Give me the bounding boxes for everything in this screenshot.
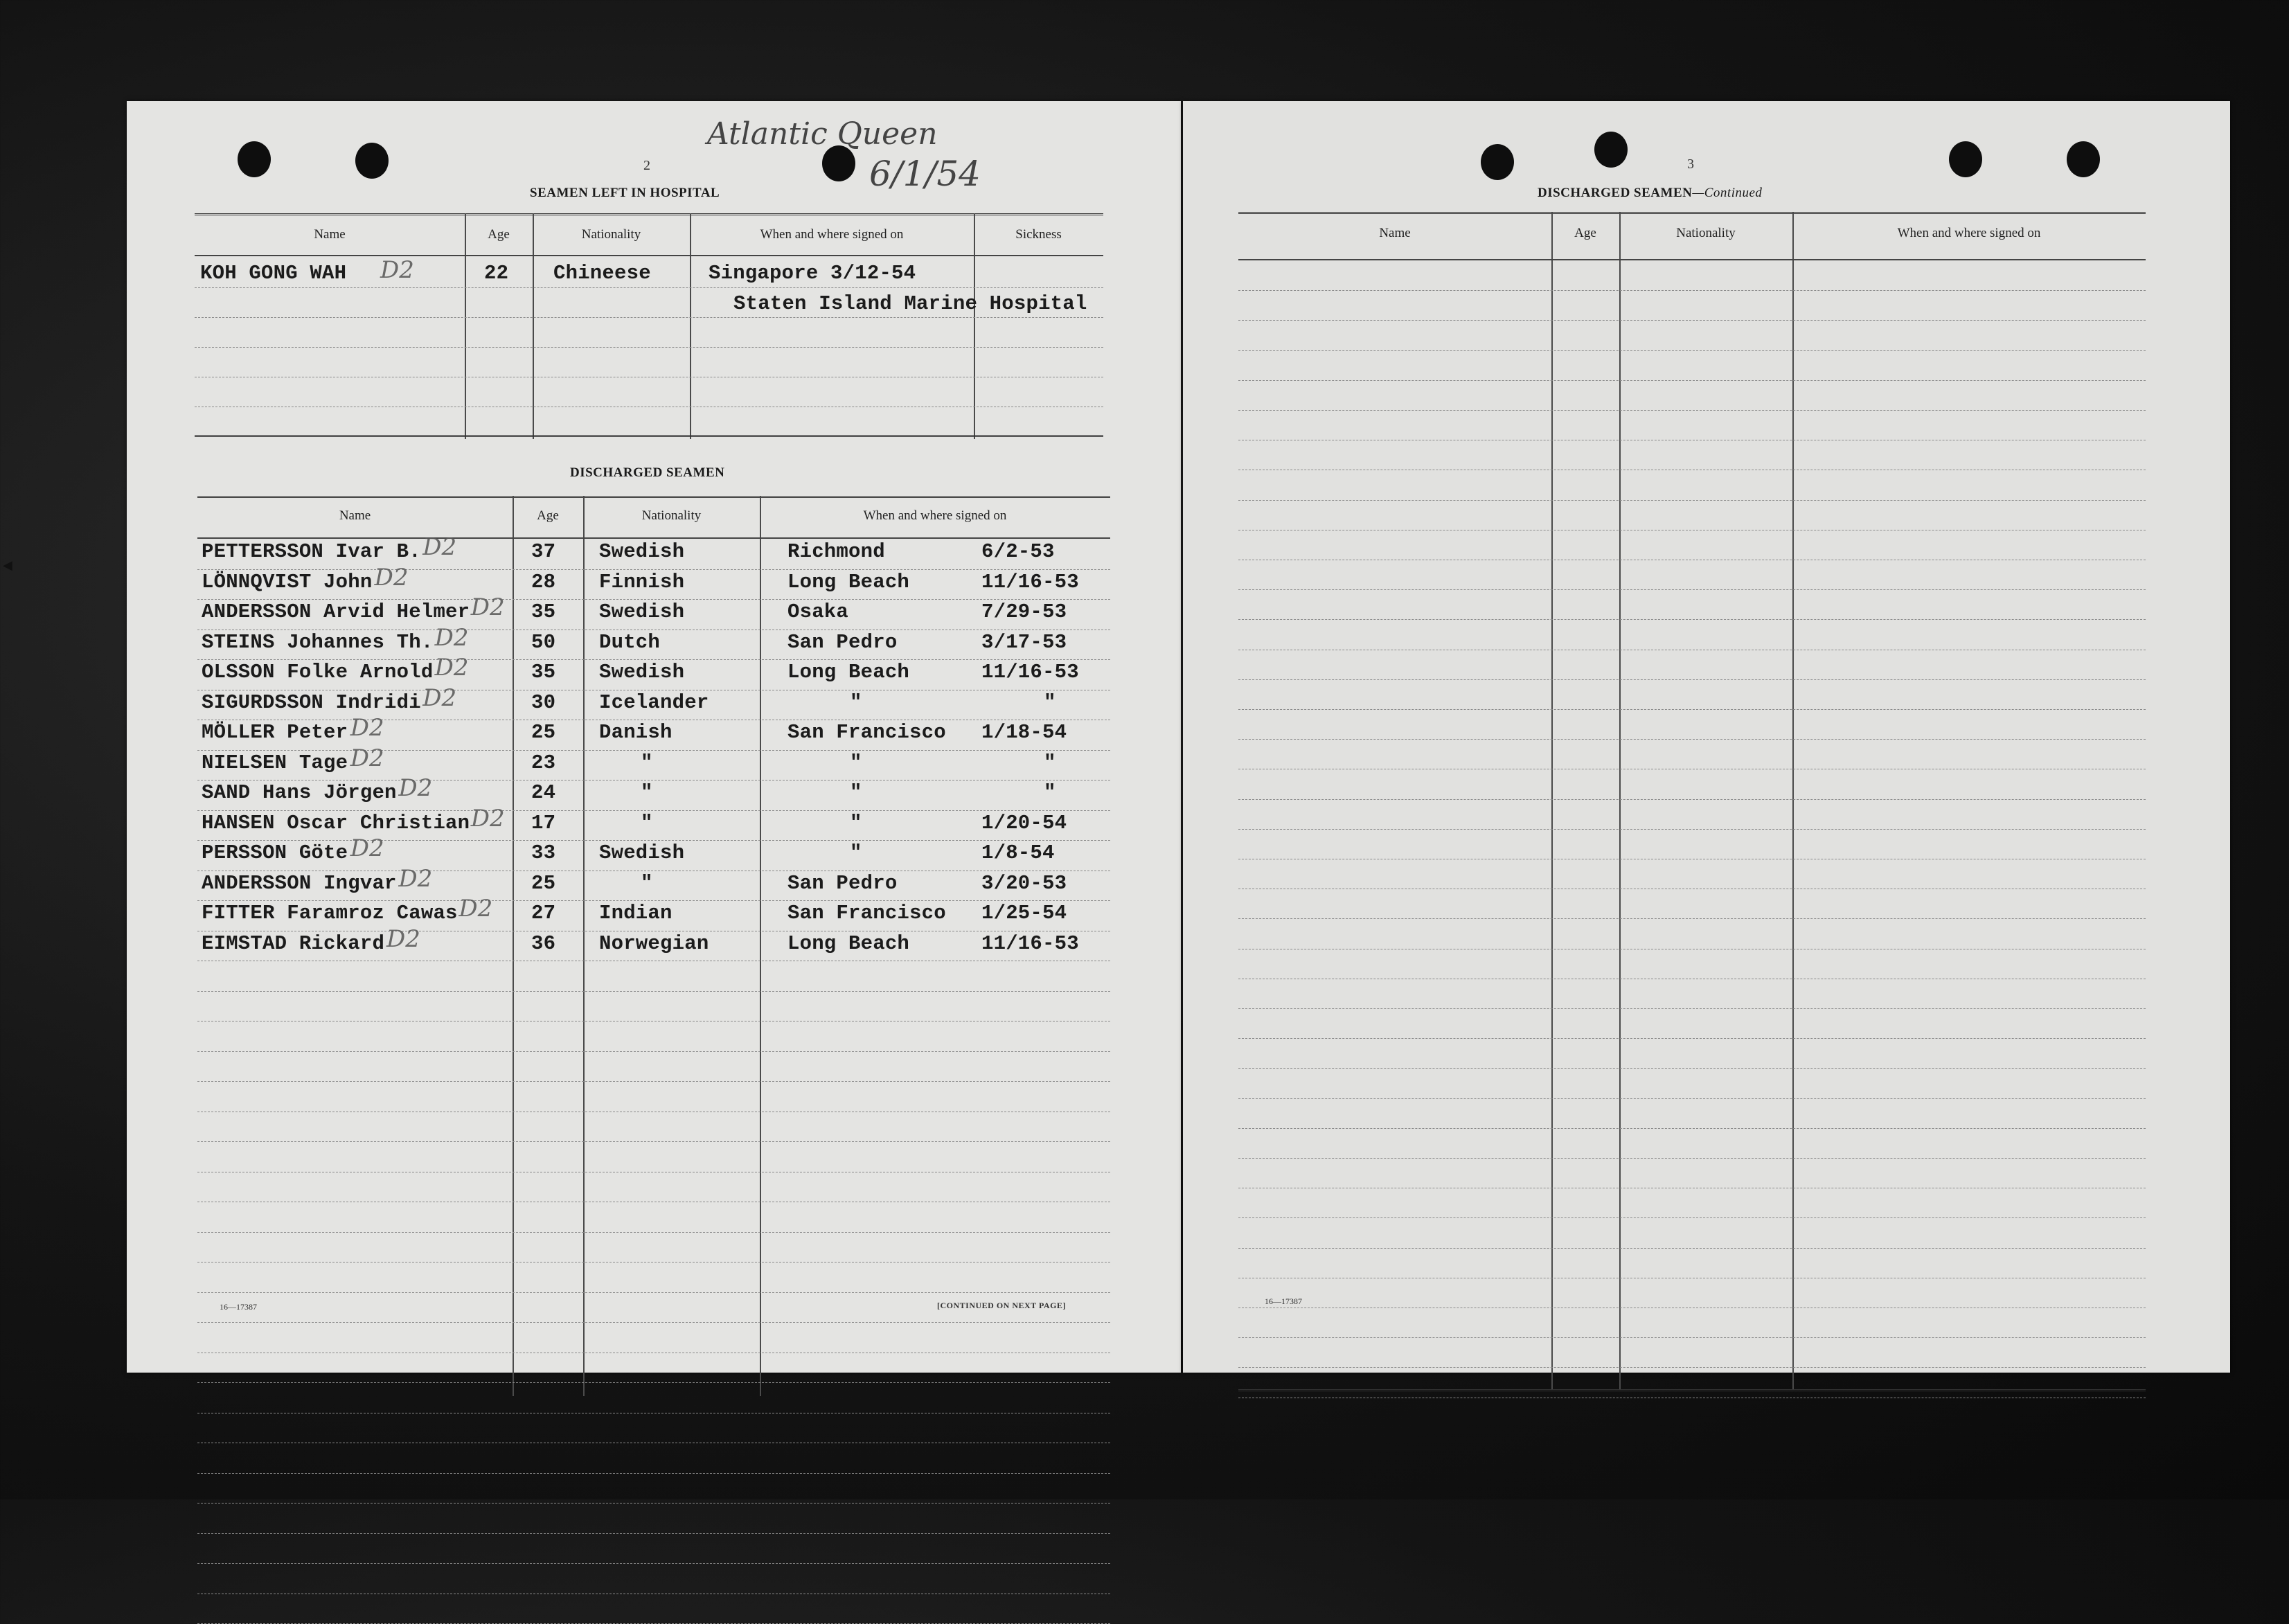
seaman-age: 24	[531, 781, 556, 804]
section-title-main: DISCHARGED SEAMEN	[1538, 186, 1693, 200]
discharge-code-mark: D2	[350, 835, 384, 862]
signed-on-place: "	[850, 811, 862, 835]
seaman-age: 50	[531, 630, 556, 654]
seaman-nationality: Icelander	[599, 690, 709, 714]
signed-on-place: San Francisco	[787, 721, 946, 744]
page-number: 3	[1687, 157, 1694, 172]
seaman-age: 17	[531, 811, 556, 835]
continued-footnote: [CONTINUED ON NEXT PAGE]	[937, 1301, 1066, 1310]
signed-on-date: "	[1044, 690, 1056, 714]
seaman-nationality: Finnish	[599, 570, 685, 594]
column-header: Nationality	[1676, 226, 1736, 240]
discharge-code-mark: D2	[380, 256, 414, 284]
column-header: Age	[488, 227, 510, 242]
discharge-code-mark: D2	[470, 804, 505, 832]
hospital-name: KOH GONG WAH	[200, 262, 347, 285]
seaman-age: 27	[531, 902, 556, 925]
seaman-age: 37	[531, 540, 556, 563]
hospital-age: 22	[484, 262, 509, 285]
seaman-name: SIGURDSSON Indridi	[202, 690, 421, 714]
discharged-section-title: DISCHARGED SEAMEN	[570, 465, 725, 480]
form-code: 16—17387	[220, 1302, 257, 1312]
seaman-age: 23	[531, 751, 556, 774]
signed-on-date: 1/8-54	[981, 841, 1055, 864]
discharge-code-mark: D2	[422, 684, 457, 712]
hospital-nationality: Chineese	[553, 262, 651, 285]
signed-on-date: 1/20-54	[981, 811, 1067, 835]
seaman-nationality: Danish	[599, 721, 673, 744]
punch-hole	[1949, 141, 1982, 177]
seaman-nationality: Swedish	[599, 661, 685, 684]
seaman-name: ANDERSSON Ingvar	[202, 871, 397, 895]
signed-on-date: 3/20-53	[981, 871, 1067, 895]
section-title-continued: —Continued	[1692, 186, 1763, 200]
left-page	[127, 101, 1181, 1373]
signed-on-place: "	[850, 751, 862, 774]
signed-on-place: Long Beach	[787, 661, 910, 684]
discharge-code-mark: D2	[386, 925, 420, 953]
seaman-nationality: Dutch	[599, 630, 661, 654]
signed-on-date: "	[1044, 781, 1056, 804]
seaman-nationality: Swedish	[599, 540, 685, 563]
signed-on-date: 6/2-53	[981, 540, 1055, 563]
handwritten-date: 6/1/54	[869, 154, 981, 194]
column-header: When and where signed on	[760, 227, 904, 242]
hospital-location: Staten Island Marine Hospital	[733, 292, 1087, 315]
continued-section-title	[1538, 186, 1762, 201]
discharged-continued-table	[1238, 212, 2146, 1389]
punch-hole	[1481, 144, 1514, 180]
seaman-age: 28	[531, 570, 556, 594]
punch-hole	[1594, 132, 1628, 168]
signed-on-date: 3/17-53	[981, 630, 1067, 654]
seaman-nationality: "	[641, 811, 653, 835]
signed-on-date: 11/16-53	[981, 570, 1079, 594]
seaman-nationality: "	[641, 781, 653, 804]
seaman-name: ANDERSSON Arvid Helmer	[202, 600, 470, 623]
column-header: When and where signed on	[1897, 226, 2041, 240]
discharge-code-mark: D2	[350, 744, 384, 772]
discharge-code-mark: D2	[422, 533, 457, 561]
punch-hole	[2067, 141, 2100, 177]
seaman-name: LÖNNQVIST John	[202, 570, 373, 594]
seaman-name: NIELSEN Tage	[202, 751, 348, 774]
seaman-age: 35	[531, 661, 556, 684]
column-header: Nationality	[581, 227, 641, 242]
seaman-name: EIMSTAD Rickard	[202, 931, 385, 955]
seaman-age: 33	[531, 841, 556, 864]
column-header: When and where signed on	[863, 508, 1007, 523]
signed-on-place: Osaka	[787, 600, 849, 623]
discharge-code-mark: D2	[458, 895, 493, 922]
seaman-nationality: Indian	[599, 902, 673, 925]
handwritten-ship-name: Atlantic Queen	[707, 116, 938, 152]
signed-on-date: 11/16-53	[981, 931, 1079, 955]
signed-on-place: Long Beach	[787, 570, 910, 594]
column-header: Age	[537, 508, 559, 523]
seaman-name: HANSEN Oscar Christian	[202, 811, 470, 835]
punch-hole	[238, 141, 271, 177]
signed-on-date: "	[1044, 751, 1056, 774]
column-header: Name	[314, 227, 346, 242]
seaman-name: SAND Hans Jörgen	[202, 781, 397, 804]
signed-on-date: 7/29-53	[981, 600, 1067, 623]
seaman-age: 25	[531, 871, 556, 895]
signed-on-place: "	[850, 781, 862, 804]
seaman-nationality: "	[641, 871, 653, 895]
seaman-name: MÖLLER Peter	[202, 721, 348, 744]
column-header: Sickness	[1015, 227, 1062, 242]
seaman-nationality: Swedish	[599, 841, 685, 864]
signed-on-place: "	[850, 841, 862, 864]
discharge-code-mark: D2	[398, 864, 433, 893]
seaman-nationality: "	[641, 751, 653, 774]
discharged-table	[197, 496, 1110, 1396]
seaman-name: FITTER Faramroz Cawas	[202, 902, 458, 925]
seaman-name: PETTERSSON Ivar B.	[202, 540, 421, 563]
seaman-name: OLSSON Folke Arnold	[202, 661, 434, 684]
discharge-code-mark: D2	[398, 774, 433, 802]
signed-on-place: San Francisco	[787, 902, 946, 925]
signed-on-place: San Pedro	[787, 630, 898, 654]
discharge-code-mark: D2	[434, 623, 469, 652]
signed-on-date: 11/16-53	[981, 661, 1079, 684]
column-header: Age	[1574, 226, 1596, 240]
seaman-nationality: Norwegian	[599, 931, 709, 955]
edge-mark: ◀	[3, 558, 12, 572]
signed-on-place: Richmond	[787, 540, 885, 563]
form-code: 16—17387	[1265, 1296, 1302, 1306]
column-header: Nationality	[641, 508, 702, 523]
seaman-nationality: Swedish	[599, 600, 685, 623]
right-page	[1183, 101, 2230, 1373]
hospital-signed-on: Singapore 3/12-54	[709, 262, 916, 285]
column-header: Name	[339, 508, 371, 523]
seaman-age: 30	[531, 690, 556, 714]
signed-on-place: San Pedro	[787, 871, 898, 895]
signed-on-place: Long Beach	[787, 931, 910, 955]
hospital-table	[195, 213, 1103, 439]
page-number: 2	[643, 158, 650, 173]
seaman-age: 35	[531, 600, 556, 623]
signed-on-date: 1/25-54	[981, 902, 1067, 925]
column-header: Name	[1379, 226, 1411, 240]
signed-on-place: "	[850, 690, 862, 714]
seaman-age: 25	[531, 721, 556, 744]
hospital-section-title: SEAMEN LEFT IN HOSPITAL	[530, 186, 720, 200]
discharge-code-mark: D2	[434, 654, 469, 681]
seaman-name: STEINS Johannes Th.	[202, 630, 434, 654]
discharge-code-mark: D2	[470, 594, 505, 621]
discharge-code-mark: D2	[350, 714, 384, 742]
seaman-name: PERSSON Göte	[202, 841, 348, 864]
seaman-age: 36	[531, 931, 556, 955]
punch-hole	[355, 143, 389, 179]
discharge-code-mark: D2	[374, 563, 409, 591]
signed-on-date: 1/18-54	[981, 721, 1067, 744]
